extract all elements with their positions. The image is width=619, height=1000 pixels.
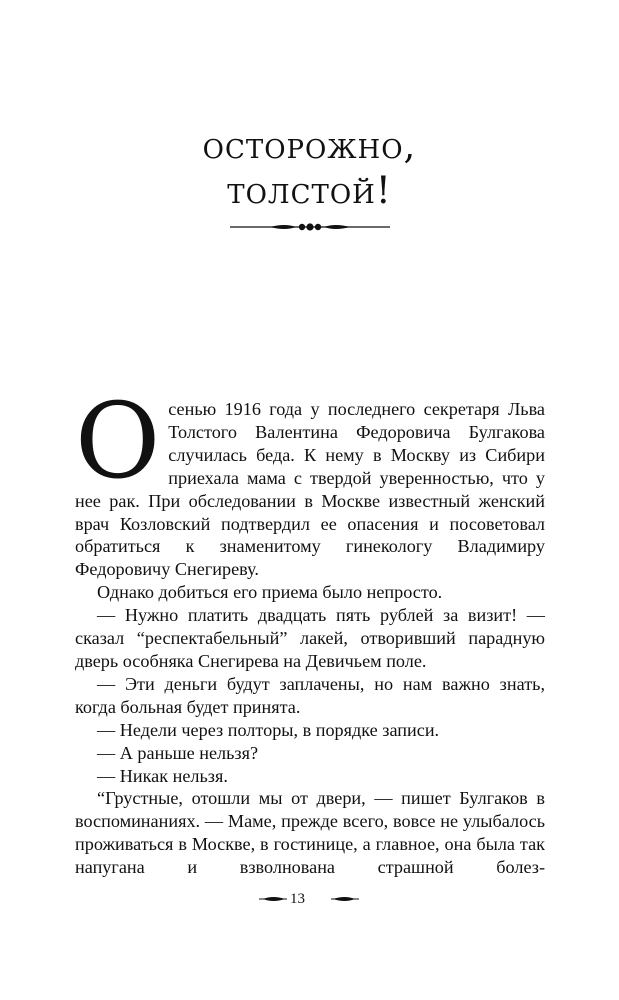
paragraph-2: Однако добиться его приема было непросто. [97, 582, 443, 603]
chapter-title-line-2: толстой! [227, 169, 392, 212]
paragraph-5: — Недели через полторы, в порядке записи. [97, 719, 440, 740]
paragraph-7: — Никак нельзя. [97, 765, 228, 786]
paragraph-4: — Эти деньги будут заплачены, но нам важно знать, когда больная будет принята. [75, 673, 545, 717]
paragraph-8: “Грустные, отошли мы от двери, — пишет Булгаков в воспоминаниях. — Маме, прежде всего, вовсе не улыбалось проживаться в Москве, в гостинице, а главное, она была так напугана и взволнована страшной болез- [75, 788, 545, 878]
chapter-title-line-1: осторожно, [202, 124, 417, 167]
paragraph-1: сенью 1916 года у последнего секретаря Льва Толстого Валентина Федоровича Булгакова случилась беда. К нему в Москву из Сибири приехала мама с твердой уверенностью, что у нее рак. При обследовании в Москве известный женский врач Козловский подтвердил ее опасения и посоветовал обратиться к знаменитому гинекологу Владимиру Федоровичу Снегиреву. [75, 399, 545, 580]
drop-cap: О [75, 380, 161, 502]
body-text [75, 380, 545, 879]
title-ornament [230, 220, 390, 234]
page-number: 13 [290, 891, 305, 907]
paragraph-3: — Нужно платить двадцать пять рублей за визит! — сказал “респектабельный” лакей, отворивший парадную дверь особняка Снегирева на Девичьем поле. [75, 605, 545, 671]
paragraph-6: — А раньше нельзя? [97, 742, 259, 763]
